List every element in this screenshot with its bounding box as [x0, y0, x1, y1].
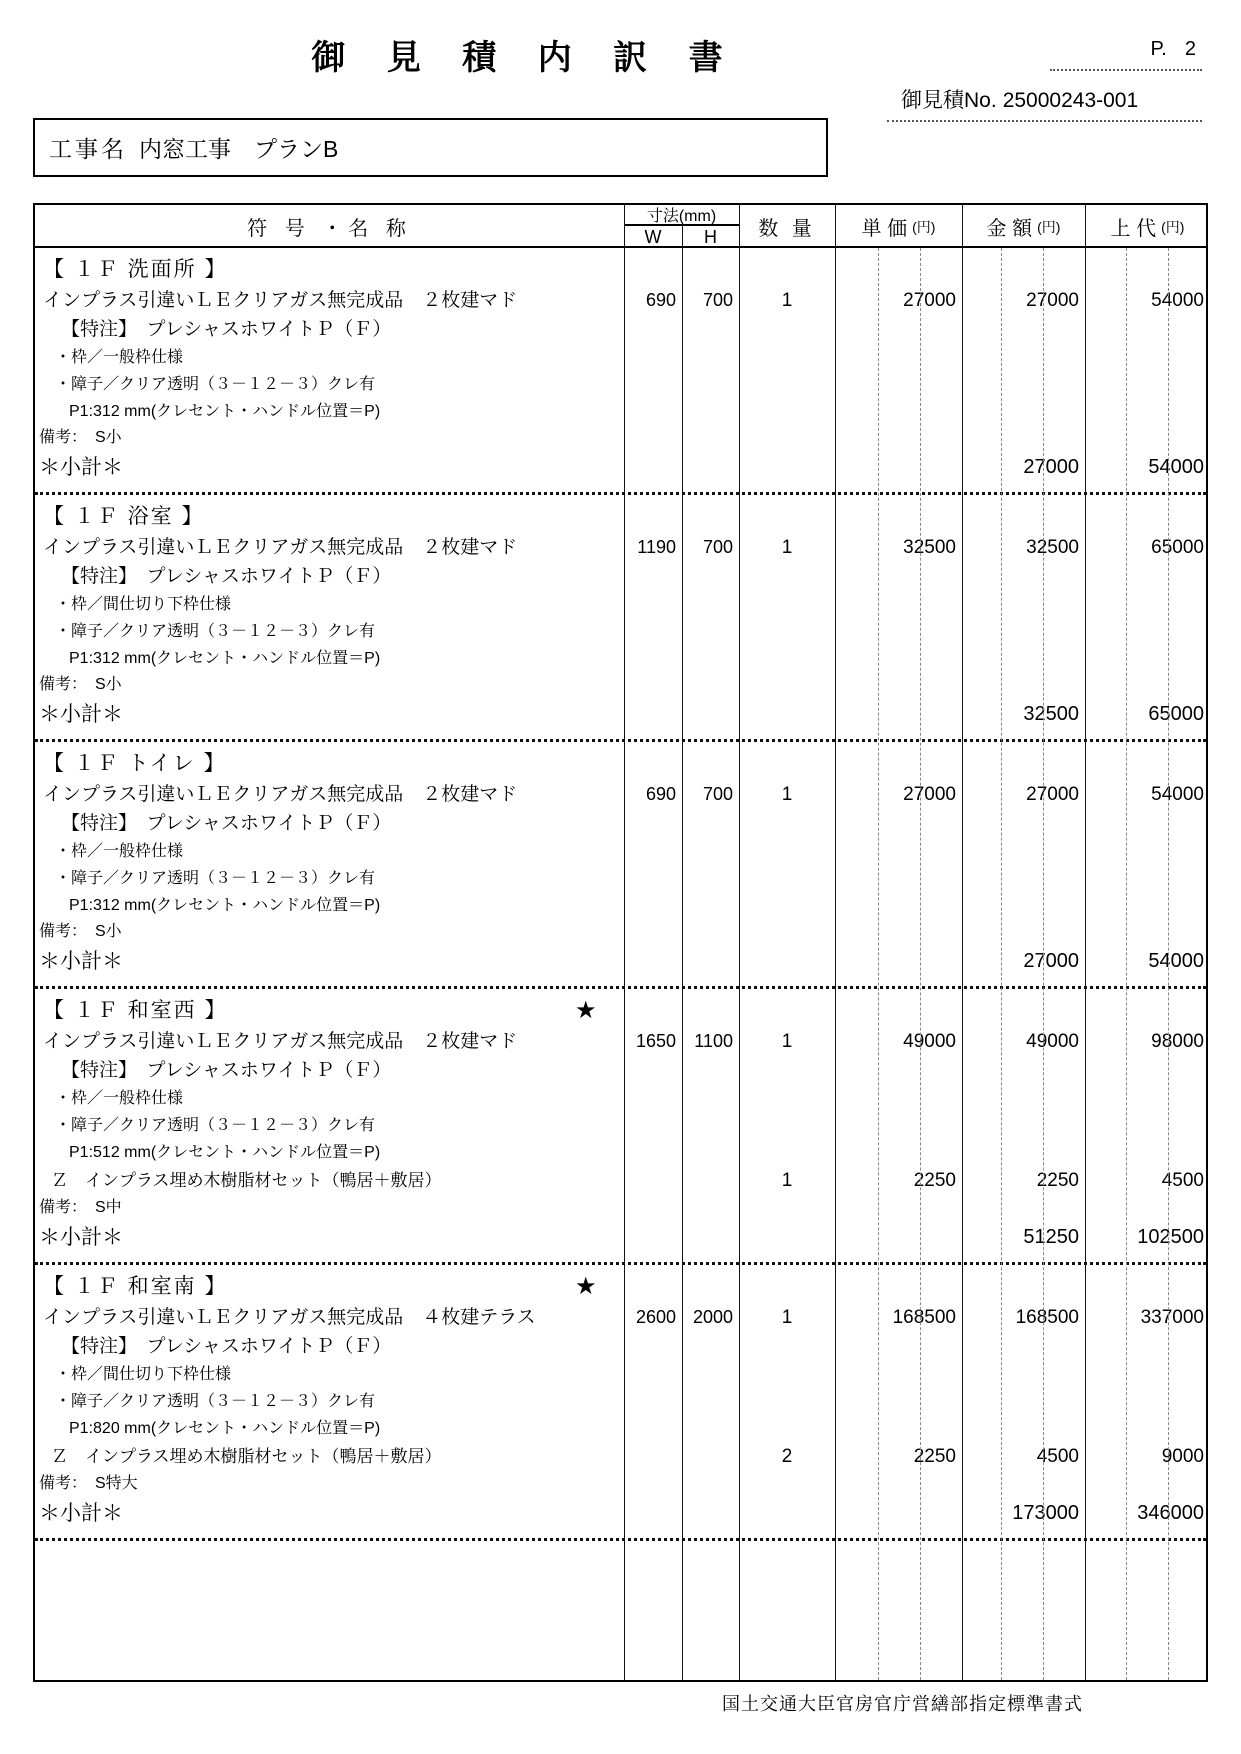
- accessory-quantity: 1: [781, 1170, 793, 1191]
- accessory-retail: 4500: [1161, 1170, 1204, 1191]
- project-name-label: 工事名: [49, 136, 127, 162]
- column-divider: [682, 226, 683, 246]
- item-unit-price: 49000: [903, 1031, 956, 1052]
- item-detail: ・枠／一般枠仕様: [55, 843, 184, 860]
- subtotal-row: [35, 451, 1206, 484]
- item-quantity: 1: [781, 537, 793, 558]
- item-unit-price: 32500: [903, 537, 956, 558]
- section-title-row: [35, 995, 1206, 1027]
- item-subname: 【特注】 プレシャスホワイトＰ（Ｆ）: [61, 1060, 392, 1081]
- column-divider: [739, 248, 740, 1680]
- section-1f-washitsu-nishi: [35, 989, 1206, 1265]
- remark: 備考： S小: [39, 923, 122, 940]
- item-detail-row: [35, 645, 1206, 672]
- item-subname: 【特注】 プレシャスホワイトＰ（Ｆ）: [61, 566, 392, 587]
- item-detail-row: [35, 1415, 1206, 1442]
- item-detail: P1:312 mm(クレセント・ハンドル位置＝P): [69, 897, 381, 914]
- subtotal-label: ＊小計＊: [39, 1502, 123, 1525]
- section-title-row: [35, 501, 1206, 533]
- accessory-unit-price: 2250: [913, 1170, 956, 1191]
- column-divider: [962, 248, 963, 1680]
- item-detail-row: [35, 1139, 1206, 1166]
- column-divider: [1085, 205, 1086, 246]
- item-row: [35, 1303, 1206, 1332]
- empty-rows-area: [35, 1541, 1206, 1680]
- accessory-retail: 9000: [1161, 1446, 1204, 1467]
- header-dimensions: 寸法(mm): [624, 205, 739, 226]
- item-amount: 168500: [1015, 1307, 1079, 1328]
- item-detail-row: [35, 1361, 1206, 1388]
- item-retail: 65000: [1151, 537, 1204, 558]
- header-width: W: [644, 226, 662, 247]
- item-detail-row: [35, 865, 1206, 892]
- item-subname-row: [35, 562, 1206, 591]
- header-retail-price: 上 代 (円): [1110, 218, 1185, 240]
- item-height: 700: [702, 784, 733, 804]
- subtotal-label: ＊小計＊: [39, 1226, 123, 1249]
- subtotal-amount: 51250: [1023, 1226, 1079, 1248]
- item-detail: P1:512 mm(クレセント・ハンドル位置＝P): [69, 1144, 381, 1161]
- digit-group-divider: [1001, 248, 1002, 1680]
- item-detail: P1:312 mm(クレセント・ハンドル位置＝P): [69, 650, 381, 667]
- yen-unit-label: (円): [1037, 218, 1061, 235]
- item-row: [35, 1027, 1206, 1056]
- yen-unit-label: (円): [1161, 218, 1185, 235]
- item-height: 2000: [692, 1307, 733, 1327]
- accessory-amount: 4500: [1036, 1446, 1079, 1467]
- item-detail: ・枠／一般枠仕様: [55, 1090, 184, 1107]
- subtotal-amount: 27000: [1023, 456, 1079, 478]
- item-quantity: 1: [781, 290, 793, 311]
- star-icon: ★: [575, 997, 599, 1024]
- item-detail-row: [35, 1112, 1206, 1139]
- section-title-row: [35, 748, 1206, 780]
- item-detail: P1:820 mm(クレセント・ハンドル位置＝P): [69, 1420, 381, 1437]
- subtotal-amount: 173000: [1012, 1502, 1079, 1524]
- item-unit-price: 27000: [903, 784, 956, 805]
- subtotal-row: [35, 1497, 1206, 1530]
- item-amount: 49000: [1026, 1031, 1079, 1052]
- item-width: 2600: [635, 1307, 676, 1327]
- item-width: 690: [645, 784, 676, 804]
- item-retail: 54000: [1151, 290, 1204, 311]
- item-retail: 98000: [1151, 1031, 1204, 1052]
- project-name-value: 内窓工事 プランB: [139, 136, 339, 162]
- item-subname-row: [35, 315, 1206, 344]
- section-title: 【 １Ｆ 和室西 】: [43, 999, 228, 1022]
- item-name: インプラス引違いＬＥクリアガス無完成品 ４枚建テラス: [43, 1307, 536, 1328]
- item-detail-row: [35, 892, 1206, 919]
- item-amount: 27000: [1026, 784, 1079, 805]
- item-detail-row: [35, 1085, 1206, 1112]
- remark-row: [35, 1471, 1206, 1497]
- item-name: インプラス引違いＬＥクリアガス無完成品 ２枚建マド: [43, 1031, 518, 1052]
- remark: 備考： S特大: [39, 1475, 138, 1492]
- column-divider: [624, 205, 625, 246]
- yen-unit-label: (円): [912, 218, 936, 235]
- accessory-unit-price: 2250: [913, 1446, 956, 1467]
- item-detail-row: [35, 398, 1206, 425]
- section-1f-toilet: [35, 742, 1206, 989]
- subtotal-amount: 27000: [1023, 950, 1079, 972]
- item-subname: 【特注】 プレシャスホワイトＰ（Ｆ）: [61, 1336, 392, 1357]
- estimate-number-value: 25000243-001: [1002, 89, 1139, 112]
- table-body: [35, 248, 1206, 1680]
- section-title: 【 １Ｆ トイレ 】: [43, 752, 227, 775]
- column-divider: [835, 205, 836, 246]
- column-divider: [1085, 248, 1086, 1680]
- item-quantity: 1: [781, 784, 793, 805]
- item-subname-row: [35, 1056, 1206, 1085]
- section-title-row: [35, 1271, 1206, 1303]
- header-unit-price: 単 価 (円): [861, 218, 936, 240]
- item-subname-row: [35, 809, 1206, 838]
- item-detail: ・枠／一般枠仕様: [55, 349, 184, 366]
- table-header-row: [35, 205, 1206, 248]
- section-1f-senmenjo: [35, 248, 1206, 495]
- subtotal-label: ＊小計＊: [39, 703, 123, 726]
- standard-format-footer: 国土交通大臣官房官庁営繕部指定標準書式: [722, 1694, 1083, 1714]
- item-detail: ・障子／クリア透明（３－１２－３）クレ有: [55, 1393, 376, 1410]
- digit-group-divider: [1168, 248, 1169, 1680]
- page-number-label: P.: [1150, 38, 1167, 60]
- section-title: 【 １Ｆ 和室南 】: [43, 1275, 228, 1298]
- item-height: 700: [702, 290, 733, 310]
- item-subname-row: [35, 1332, 1206, 1361]
- item-name: インプラス引違いＬＥクリアガス無完成品 ２枚建マド: [43, 537, 518, 558]
- item-height: 1100: [694, 1031, 733, 1051]
- section-1f-yokushitsu: [35, 495, 1206, 742]
- item-detail: ・障子／クリア透明（３－１２－３）クレ有: [55, 870, 376, 887]
- accessory-item-row: [35, 1166, 1206, 1195]
- subtotal-row: [35, 945, 1206, 978]
- column-divider: [835, 248, 836, 1680]
- header-height: H: [704, 226, 717, 247]
- item-detail: ・障子／クリア透明（３－１２－３）クレ有: [55, 623, 376, 640]
- estimate-number-label: 御見積No.: [901, 89, 997, 112]
- remark-row: [35, 672, 1206, 698]
- accessory-item-row: [35, 1442, 1206, 1471]
- item-retail: 54000: [1151, 784, 1204, 805]
- item-row: [35, 533, 1206, 562]
- digit-group-divider: [920, 248, 921, 1680]
- item-detail-row: [35, 591, 1206, 618]
- header-amount: 金 額 (円): [986, 218, 1061, 240]
- column-divider: [682, 248, 683, 1680]
- digit-group-divider: [878, 248, 879, 1680]
- subtotal-retail: 54000: [1148, 456, 1204, 478]
- item-amount: 32500: [1026, 537, 1079, 558]
- item-detail-row: [35, 344, 1206, 371]
- item-height: 700: [702, 537, 733, 557]
- header-name: 符 号 ・名 称: [247, 218, 412, 240]
- star-icon: ★: [575, 1273, 599, 1300]
- column-divider: [624, 248, 625, 1680]
- item-row: [35, 286, 1206, 315]
- item-amount: 27000: [1026, 290, 1079, 311]
- column-divider: [739, 205, 740, 246]
- subtotal-row: [35, 1221, 1206, 1254]
- remark: 備考： S中: [39, 1199, 122, 1216]
- item-detail: ・枠／間仕切り下枠仕様: [55, 1366, 232, 1383]
- item-detail: ・障子／クリア透明（３－１２－３）クレ有: [55, 1117, 376, 1134]
- item-subname: 【特注】 プレシャスホワイトＰ（Ｆ）: [61, 319, 392, 340]
- document-title: 御 見 積 内 訳 書: [311, 39, 739, 77]
- accessory-quantity: 2: [781, 1446, 793, 1467]
- item-unit-price: 27000: [903, 290, 956, 311]
- project-name-box: [33, 118, 828, 177]
- accessory-name: Ｚ インプラス埋め木樹脂材セット（鴨居＋敷居）: [51, 1447, 442, 1466]
- page-number-value: 2: [1184, 38, 1196, 60]
- section-title: 【 １Ｆ 浴室 】: [43, 505, 205, 528]
- section-1f-washitsu-minami: [35, 1265, 1206, 1541]
- remark-row: [35, 425, 1206, 451]
- item-unit-price: 168500: [892, 1307, 956, 1328]
- accessory-amount: 2250: [1036, 1170, 1079, 1191]
- page-number: [1050, 38, 1202, 71]
- item-detail-row: [35, 371, 1206, 398]
- subtotal-label: ＊小計＊: [39, 950, 123, 973]
- item-row: [35, 780, 1206, 809]
- item-width: 690: [645, 290, 676, 310]
- item-detail: P1:312 mm(クレセント・ハンドル位置＝P): [69, 403, 381, 420]
- item-name: インプラス引違いＬＥクリアガス無完成品 ２枚建マド: [43, 290, 518, 311]
- header-quantity: 数 量: [758, 218, 816, 240]
- estimate-number: [887, 84, 1202, 122]
- subtotal-amount: 32500: [1023, 703, 1079, 725]
- subtotal-label: ＊小計＊: [39, 456, 123, 479]
- item-width: 1650: [635, 1031, 676, 1051]
- digit-group-divider: [1126, 248, 1127, 1680]
- subtotal-row: [35, 698, 1206, 731]
- item-name: インプラス引違いＬＥクリアガス無完成品 ２枚建マド: [43, 784, 518, 805]
- remark: 備考： S小: [39, 676, 122, 693]
- remark: 備考： S小: [39, 429, 122, 446]
- item-retail: 337000: [1140, 1307, 1204, 1328]
- column-divider: [962, 205, 963, 246]
- estimate-table: [33, 203, 1208, 1682]
- item-width: 1190: [637, 537, 676, 557]
- digit-group-divider: [1043, 248, 1044, 1680]
- accessory-name: Ｚ インプラス埋め木樹脂材セット（鴨居＋敷居）: [51, 1171, 442, 1190]
- item-subname: 【特注】 プレシャスホワイトＰ（Ｆ）: [61, 813, 392, 834]
- subtotal-retail: 102500: [1137, 1226, 1204, 1248]
- section-title-row: [35, 254, 1206, 286]
- item-detail-row: [35, 618, 1206, 645]
- subtotal-retail: 65000: [1148, 703, 1204, 725]
- item-quantity: 1: [781, 1031, 793, 1052]
- subtotal-retail: 54000: [1148, 950, 1204, 972]
- item-quantity: 1: [781, 1307, 793, 1328]
- section-title: 【 １Ｆ 洗面所 】: [43, 258, 228, 281]
- item-detail: ・枠／間仕切り下枠仕様: [55, 596, 232, 613]
- subtotal-retail: 346000: [1137, 1502, 1204, 1524]
- remark-row: [35, 1195, 1206, 1221]
- item-detail: ・障子／クリア透明（３－１２－３）クレ有: [55, 376, 376, 393]
- item-detail-row: [35, 1388, 1206, 1415]
- item-detail-row: [35, 838, 1206, 865]
- remark-row: [35, 919, 1206, 945]
